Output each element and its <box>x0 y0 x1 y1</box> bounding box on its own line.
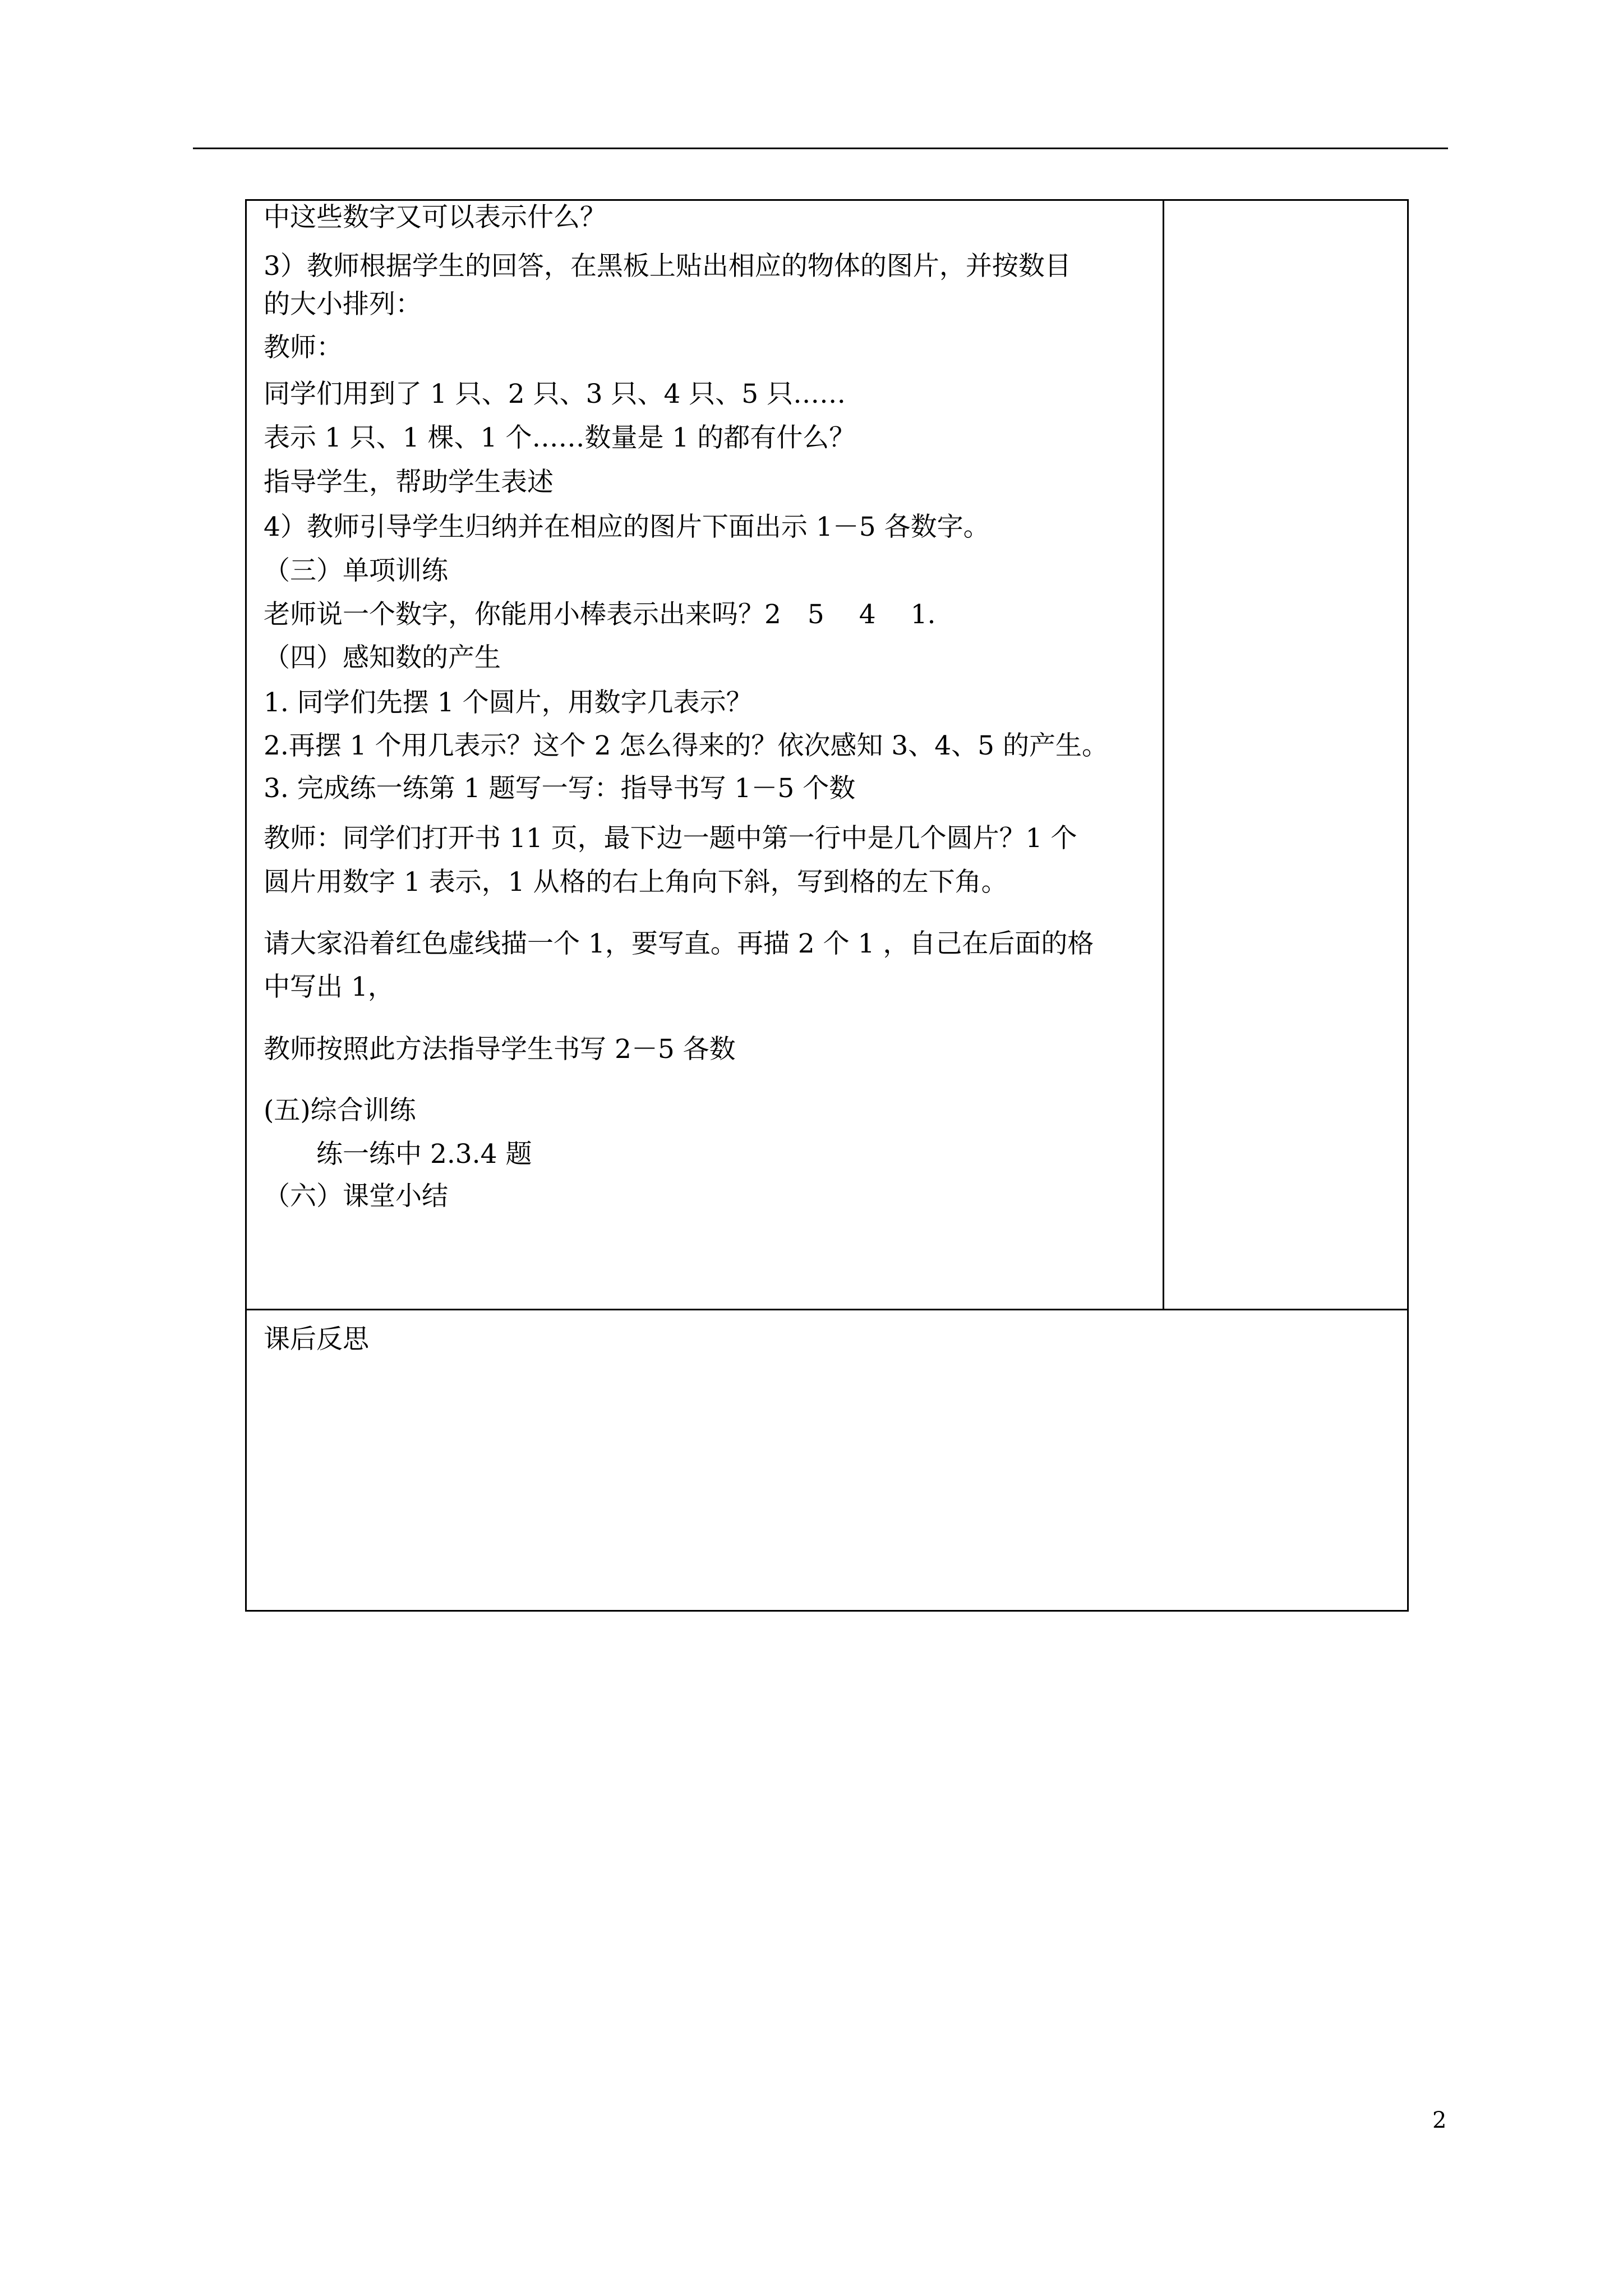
section-heading: (五)综合训练 <box>264 1095 416 1126</box>
header-rule <box>193 148 1448 149</box>
section-heading: （四）感知数的产生 <box>264 642 501 673</box>
lesson-line: 教师：同学们打开书 11 页，最下边一题中第一行中是几个圆片？1 个 <box>264 823 1077 854</box>
lesson-line: 同学们用到了 1 只、2 只、3 只、4 只、5 只…… <box>264 379 846 409</box>
lesson-plan-table <box>245 199 1409 1612</box>
lesson-line: 2.再摆 1 个用几表示？这个 2 怎么得来的？依次感知 3、4、5 的产生。 <box>264 730 1108 761</box>
lesson-line: 中写出 1， <box>264 972 394 1002</box>
lesson-line: 1. 同学们先摆 1 个圆片，用数字几表示？ <box>264 687 753 718</box>
section-heading: （六）课堂小结 <box>264 1181 448 1212</box>
notes-cell <box>1164 201 1407 1309</box>
lesson-line: 的大小排列： <box>264 289 422 320</box>
reflection-label: 课后反思 <box>264 1324 369 1355</box>
lesson-line: 3）教师根据学生的回答，在黑板上贴出相应的物体的图片，并按数目 <box>264 251 1071 282</box>
lesson-line: 教师按照此方法指导学生书写 2－5 各数 <box>264 1034 736 1065</box>
lesson-line: 中这些数字又可以表示什么？ <box>264 202 606 233</box>
lesson-line: 3. 完成练一练第 1 题写一写：指导书写 1－5 个数 <box>264 773 856 804</box>
lesson-line: 练一练中 2.3.4 题 <box>264 1139 532 1170</box>
lesson-line: 指导学生，帮助学生表述 <box>264 467 554 498</box>
reflection-cell <box>247 1309 1407 1610</box>
section-heading: （三）单项训练 <box>264 555 448 586</box>
lesson-line: 4）教师引导学生归纳并在相应的图片下面出示 1－5 各数字。 <box>264 512 990 542</box>
teaching-process-cell <box>247 201 1164 1309</box>
lesson-line: 请大家沿着红色虚线描一个 1，要写直。再描 2 个 1 ，自己在后面的格 <box>264 928 1094 959</box>
page-number: 2 <box>1432 2108 1447 2133</box>
lesson-line: 表示 1 只、1 棵、1 个……数量是 1 的都有什么？ <box>264 422 856 453</box>
lesson-line: 教师： <box>264 332 343 363</box>
lesson-line: 圆片用数字 1 表示，1 从格的右上角向下斜，写到格的左下角。 <box>264 867 1008 898</box>
lesson-line: 老师说一个数字，你能用小棒表示出来吗？2 5 4 1. <box>264 599 936 630</box>
